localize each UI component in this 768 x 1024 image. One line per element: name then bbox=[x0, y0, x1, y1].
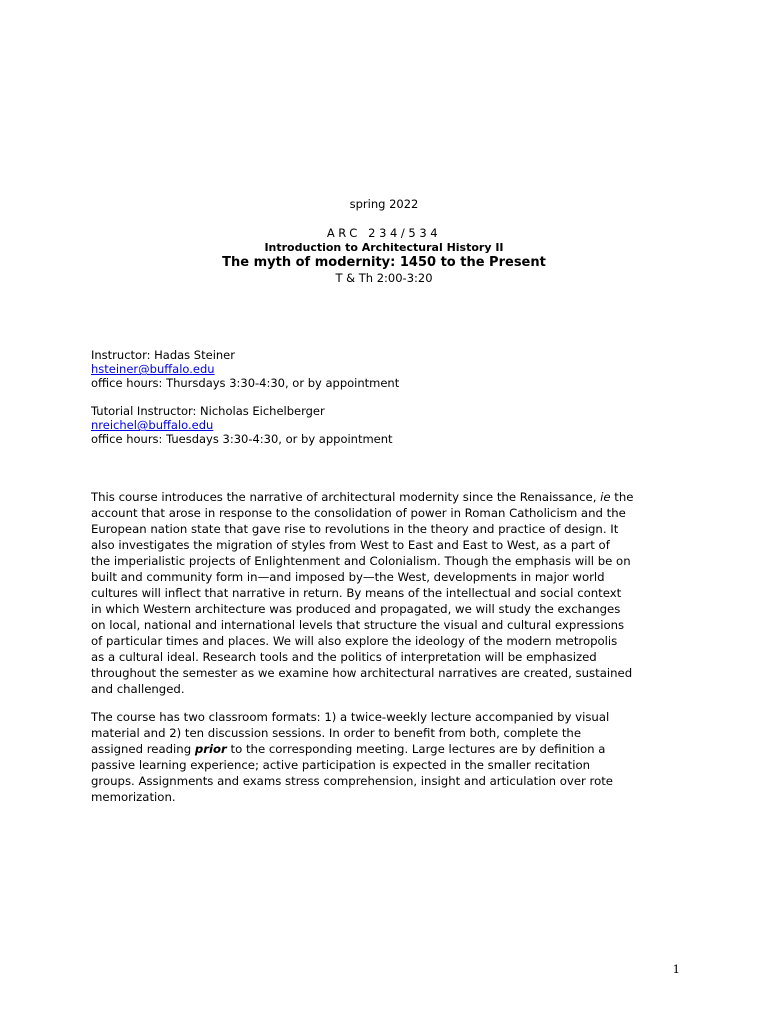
paragraph-line: and challenged. bbox=[91, 682, 185, 696]
tutorial-instructor-block bbox=[91, 404, 393, 447]
text-run: the bbox=[610, 490, 634, 504]
paragraph-line: built and community form in—and imposed by—the West, developments in major world bbox=[91, 570, 605, 584]
text-run: This course introduces the narrative of architectural modernity since the Renaissance, bbox=[91, 490, 601, 504]
paragraph-line: groups. Assignments and exams stress comprehension, insight and articulation over rote bbox=[91, 774, 613, 788]
course-subtitle: The myth of modernity: 1450 to the Present bbox=[222, 255, 546, 270]
paragraph-line: cultures will inflect that narrative in return. By means of the intellectual and social context bbox=[91, 586, 622, 600]
paragraph-line: The course has two classroom formats: 1) a twice-weekly lecture accompanied by visual bbox=[91, 710, 610, 724]
paragraph-line bbox=[91, 741, 691, 757]
instructor-office-hours: office hours: Thursdays 3:30-4:30, or by appointment bbox=[91, 376, 400, 391]
page-number: 1 bbox=[672, 962, 680, 976]
paragraph-line bbox=[91, 489, 691, 505]
bold-italic-emphasis: prior bbox=[194, 742, 227, 756]
paragraph-line: European nation state that gave rise to revolutions in the theory and practice of design. It bbox=[91, 522, 619, 536]
paragraph-line: in which Western architecture was produced and propagated, we will study the exchanges bbox=[91, 602, 621, 616]
instructor-email-link[interactable]: hsteiner@buffalo.edu bbox=[91, 362, 215, 377]
paragraph-line: passive learning experience; active participation is expected in the smaller recitation bbox=[91, 758, 591, 772]
tutorial-instructor-name: Tutorial Instructor: Nicholas Eichelberger bbox=[91, 404, 325, 418]
course-code: ARC 234/534 bbox=[326, 226, 442, 240]
tutorial-instructor-email-link[interactable]: nreichel@buffalo.edu bbox=[91, 418, 214, 433]
course-title: Introduction to Architectural History II bbox=[264, 241, 504, 254]
paragraph-line: on local, national and international levels that structure the visual and cultural expressions bbox=[91, 618, 625, 632]
instructor-block bbox=[91, 348, 399, 391]
tutorial-instructor-office-hours: office hours: Tuesdays 3:30-4:30, or by appointment bbox=[91, 432, 393, 447]
paragraph-line: also investigates the migration of styles from West to East and East to West, as a part of bbox=[91, 538, 610, 552]
paragraph-line: as a cultural ideal. Research tools and the politics of interpretation will be emphasized bbox=[91, 650, 597, 664]
text-run: to the corresponding meeting. Large lectures are by definition a bbox=[226, 742, 606, 756]
class-schedule: T & Th 2:00-3:20 bbox=[335, 271, 433, 285]
italic-emphasis: ie bbox=[600, 490, 611, 504]
course-format-paragraph bbox=[91, 709, 691, 805]
paragraph-line: of particular times and places. We will also explore the ideology of the modern metropolis bbox=[91, 634, 618, 648]
paragraph-line: memorization. bbox=[91, 790, 176, 804]
paragraph-line: account that arose in response to the consolidation of power in Roman Catholicism and the bbox=[91, 506, 626, 520]
paragraph-line: the imperialistic projects of Enlightenment and Colonialism. Though the emphasis will be on bbox=[91, 554, 631, 568]
text-run: assigned reading bbox=[91, 742, 195, 756]
course-description-paragraph bbox=[91, 489, 691, 697]
paragraph-line: material and 2) ten discussion sessions. In order to benefit from both, complete the bbox=[91, 726, 582, 740]
paragraph-line: throughout the semester as we examine how architectural narratives are created, sustained bbox=[91, 666, 633, 680]
instructor-name: Instructor: Hadas Steiner bbox=[91, 348, 235, 362]
term: spring 2022 bbox=[349, 197, 419, 211]
